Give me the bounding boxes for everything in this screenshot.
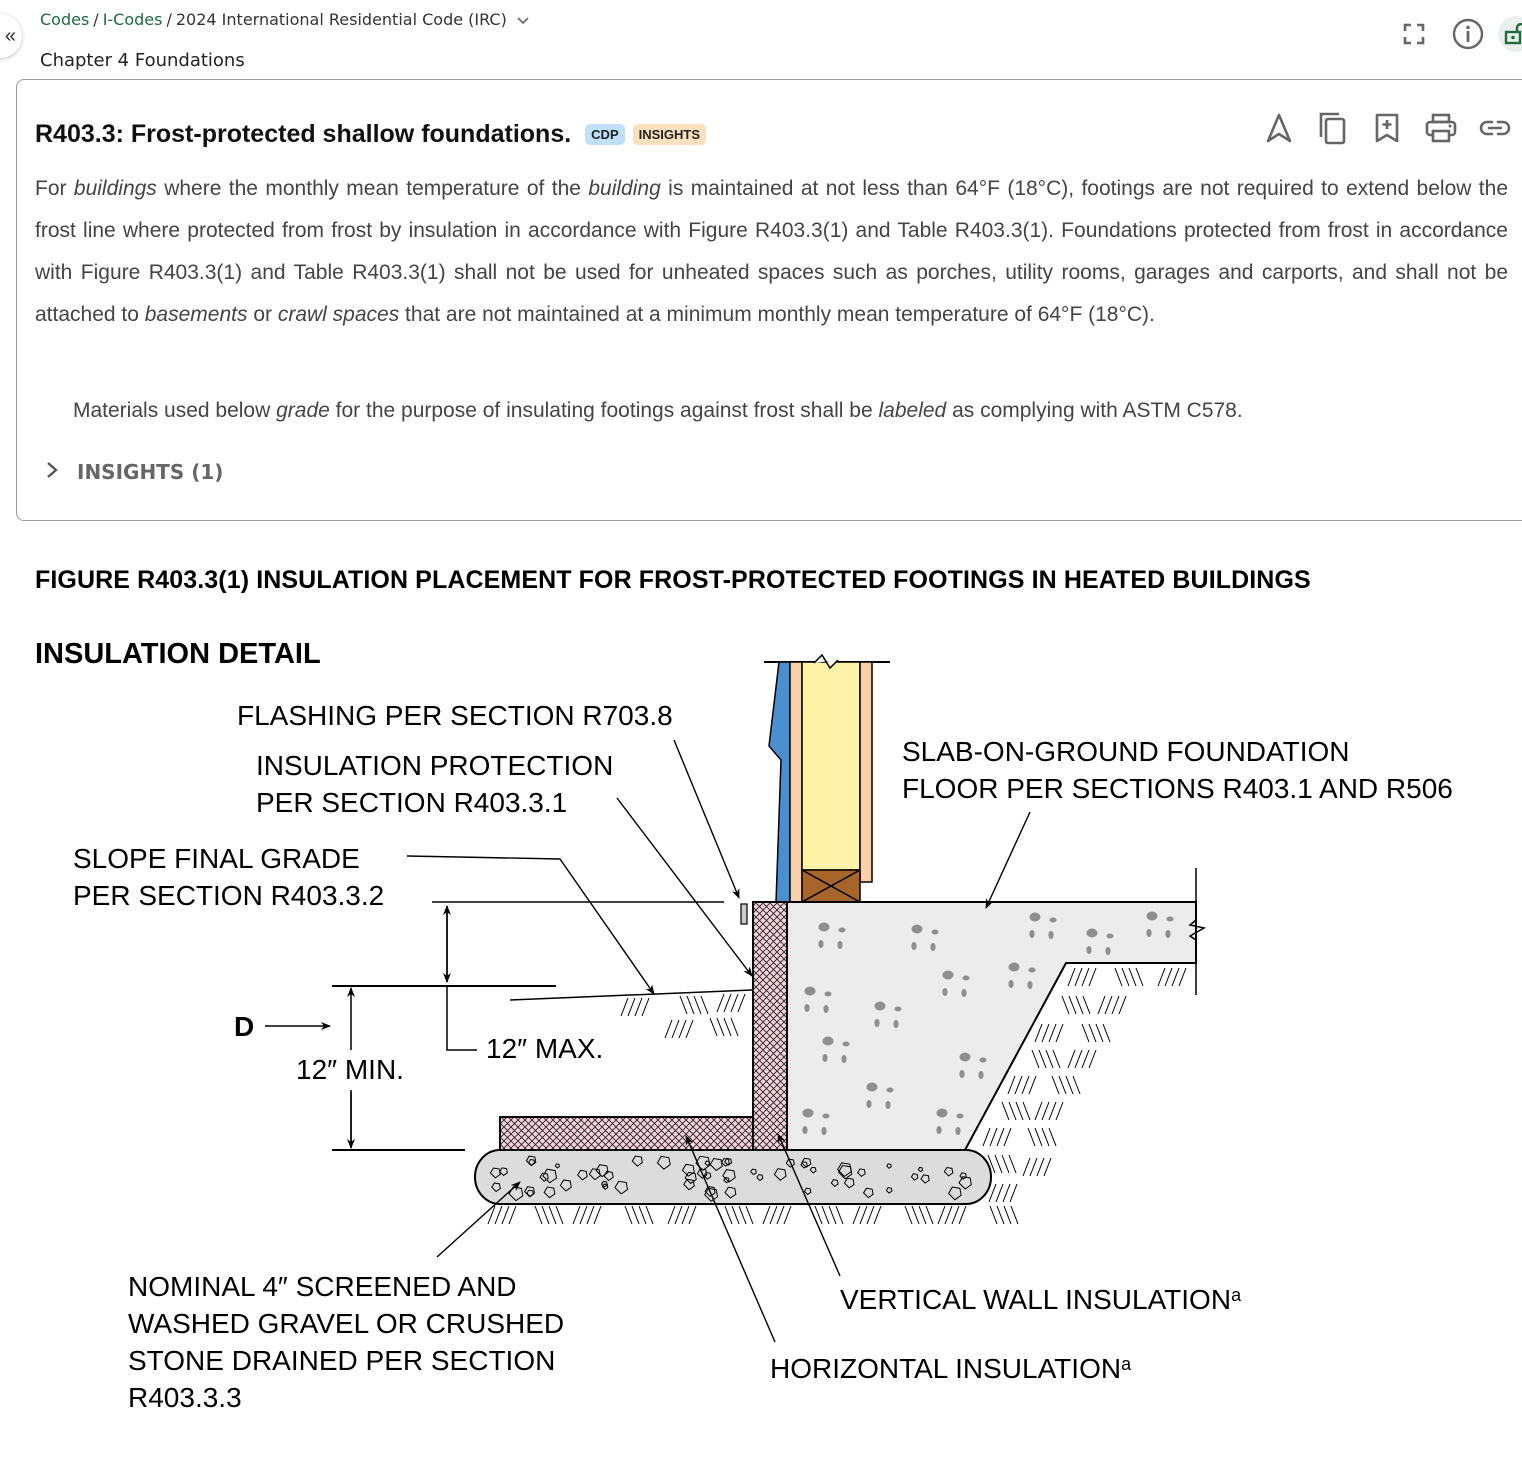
aggregate-dot (1146, 929, 1151, 937)
soil-hatch (912, 1206, 919, 1224)
soil-hatch (997, 1128, 1004, 1146)
soil-hatch (580, 1206, 587, 1224)
soil-hatch (1059, 1076, 1066, 1094)
aggregate-dot (1105, 947, 1110, 955)
soil-hatch (694, 996, 701, 1014)
soil-hatch (672, 1020, 679, 1038)
soil-hatch (639, 1206, 646, 1224)
defined-term: grade (276, 399, 330, 422)
aggregate-dot (1165, 930, 1170, 938)
breadcrumb-separator: / (166, 10, 172, 29)
aggregate-dot (822, 1054, 827, 1062)
soil-hatch (996, 1184, 1003, 1202)
soil-hatch (628, 998, 635, 1016)
soil-hatch (1122, 968, 1129, 986)
soil-hatch (1082, 1050, 1089, 1068)
aggregate-dot (823, 1037, 834, 1046)
soil-hatch (1009, 1155, 1016, 1173)
aggregate-dot (875, 1002, 886, 1011)
soil-hatch (621, 998, 628, 1016)
soil-hatch (1068, 1050, 1075, 1068)
soil-hatch (1049, 1128, 1056, 1146)
soil-hatch (573, 1206, 580, 1224)
soil-hatch (731, 1018, 738, 1036)
soil-hatch (1042, 1024, 1049, 1042)
aggregate-dot (937, 1109, 948, 1118)
soil-hatch (784, 1206, 791, 1224)
soil-hatch (594, 1206, 601, 1224)
soil-hatch (1066, 1076, 1073, 1094)
aggregate-dot (961, 989, 966, 997)
label-slab-1: SLAB-ON-GROUND FOUNDATION (902, 736, 1350, 767)
soil-hatch (665, 1020, 672, 1038)
soil-hatch (625, 1206, 632, 1224)
aggregate-dot (819, 923, 830, 932)
soil-hatch (710, 1018, 717, 1036)
soil-hatch (1002, 1102, 1009, 1120)
soil-hatch (1069, 996, 1076, 1014)
label-slope-2: PER SECTION R403.3.2 (73, 880, 385, 911)
soil-hatch (1030, 1158, 1037, 1176)
soil-hatch (686, 1020, 693, 1038)
soil-hatch (556, 1206, 563, 1224)
soil-hatch (1023, 1158, 1030, 1176)
soil-hatch (542, 1206, 549, 1224)
defined-term: labeled (878, 399, 947, 422)
aggregate-dot (874, 1019, 879, 1027)
label-slab-2: FLOOR PER SECTIONS R403.1 AND R506 (902, 773, 1453, 804)
insights-label: INSIGHTS (1) (77, 460, 224, 484)
soil-hatch (1046, 1050, 1053, 1068)
soil-hatch (1129, 968, 1136, 986)
soil-hatch (1032, 1050, 1039, 1068)
soil-hatch (1010, 1184, 1017, 1202)
soil-hatch (1022, 1076, 1029, 1094)
soil-hatch (587, 1206, 594, 1224)
aggregate-dot (839, 928, 846, 933)
defined-term: basements (144, 303, 248, 326)
soil-hatch (731, 994, 738, 1012)
soil-hatch (1062, 996, 1069, 1014)
soil-hatch (1042, 1128, 1049, 1146)
double-chevron-left-icon: « (4, 24, 16, 47)
soil-hatch (990, 1206, 997, 1224)
soil-hatch (549, 1206, 556, 1224)
soil-hatch (777, 1206, 784, 1224)
soil-hatch (1039, 1050, 1046, 1068)
soil-hatch (983, 1128, 990, 1146)
label-gravel-2: WASHED GRAVEL OR CRUSHED (128, 1308, 565, 1339)
soil-hatch (1119, 996, 1126, 1014)
soil-hatch (642, 998, 649, 1016)
aggregate-dot (895, 1007, 902, 1012)
soil-hatch (1004, 1128, 1011, 1146)
soil-hatch (919, 1206, 926, 1224)
aggregate-dot (955, 1127, 960, 1135)
breadcrumb-icodes[interactable]: I-Codes (102, 10, 163, 29)
soil-hatch (535, 1206, 542, 1224)
soil-hatch (701, 996, 708, 1014)
aggregate-dot (959, 1070, 964, 1078)
soil-hatch (822, 1206, 829, 1224)
aggregate-dot (823, 1114, 830, 1119)
label-vertical-insulation: VERTICAL WALL INSULATION$^a$ (840, 1284, 1242, 1315)
soil-hatch (1165, 968, 1172, 986)
soil-hatch (1008, 1076, 1015, 1094)
chapter-title: Chapter 4 Foundations (40, 50, 245, 71)
aggregate-dot (957, 1114, 964, 1119)
aggregate-dot (1029, 930, 1034, 938)
soil-hatch (717, 1018, 724, 1036)
aggregate-dot (1027, 981, 1032, 989)
defined-term: buildings (73, 177, 157, 200)
soil-hatch (995, 1155, 1002, 1173)
soil-hatch (668, 1206, 675, 1224)
soil-hatch (679, 1020, 686, 1038)
aggregate-dot (1086, 946, 1091, 954)
soil-hatch (689, 1206, 696, 1224)
soil-hatch (632, 1206, 639, 1224)
soil-hatch (1003, 1184, 1010, 1202)
soil-hatch (1075, 968, 1082, 986)
soil-hatch (1179, 968, 1186, 986)
text-run: For (35, 177, 74, 200)
aggregate-dot (930, 943, 935, 951)
soil-hatch (739, 1206, 746, 1224)
soil-hatch (1075, 1050, 1082, 1068)
soil-hatch (926, 1206, 933, 1224)
soil-hatch (1044, 1158, 1051, 1176)
soil-hatch (1105, 996, 1112, 1014)
soil-hatch (1029, 1076, 1036, 1094)
soil-hatch (1004, 1206, 1011, 1224)
label-12-max: 12″ MAX. (486, 1033, 604, 1064)
aggregate-dot (887, 1088, 894, 1093)
soil-hatch (1035, 1024, 1042, 1042)
breadcrumb-separator: / (93, 10, 99, 29)
footnote-mark: a (1121, 1354, 1132, 1374)
label-d: D (234, 1011, 255, 1042)
soil-hatch (1172, 968, 1179, 986)
aggregate-dot (1009, 963, 1020, 972)
soil-hatch (990, 1128, 997, 1146)
soil-hatch (952, 1206, 959, 1224)
soil-hatch (1073, 1076, 1080, 1094)
aggregate-dot (1030, 913, 1041, 922)
soil-hatch (738, 994, 745, 1012)
aggregate-dot (942, 988, 947, 996)
soil-hatch (905, 1206, 912, 1224)
footnote-mark: a (1231, 1285, 1242, 1305)
soil-hatch (938, 1206, 945, 1224)
aggregate-dot (823, 1005, 828, 1013)
soil-hatch (1056, 1024, 1063, 1042)
figure-title: FIGURE R403.3(1) INSULATION PLACEMENT FOR FROST-PROTECTED FOOTINGS IN HEATED BUILDINGS (35, 566, 1311, 594)
soil-hatch (1053, 1050, 1060, 1068)
aggregate-dot (821, 1127, 826, 1135)
aggregate-dot (978, 1071, 983, 1079)
soil-hatch (959, 1206, 966, 1224)
aggregate-dot (1029, 968, 1036, 973)
soil-hatch (829, 1206, 836, 1224)
soil-hatch (1076, 996, 1083, 1014)
soil-hatch (724, 994, 731, 1012)
soil-hatch (997, 1206, 1004, 1224)
soil-hatch (1098, 996, 1105, 1014)
aggregate-dot (818, 940, 823, 948)
aggregate-dot (1087, 929, 1098, 938)
soil-hatch (646, 1206, 653, 1224)
aggregate-dot (885, 1101, 890, 1109)
aggregate-dot (803, 1109, 814, 1118)
wall-assembly (764, 655, 890, 902)
aggregate-dot (932, 930, 939, 935)
soil-hatch (732, 1206, 739, 1224)
defined-term: crawl spaces (277, 303, 400, 326)
soil-hatch (1083, 996, 1090, 1014)
soil-hatch (836, 1206, 843, 1224)
soil-hatch (1052, 1076, 1059, 1094)
aggregate-dot (867, 1083, 878, 1092)
soil-hatch (687, 996, 694, 1014)
soil-hatch (1028, 1128, 1035, 1146)
soil-hatch (1016, 1102, 1023, 1120)
soil-hatch (724, 1018, 731, 1036)
soil-hatch (853, 1206, 860, 1224)
text-run: where the monthly mean temperature of the (156, 177, 589, 200)
aggregate-dot (1048, 931, 1053, 939)
insights-badge[interactable]: INSIGHTS (633, 124, 706, 145)
aggregate-dot (980, 1058, 987, 1063)
soil-hatch (1082, 968, 1089, 986)
soil-hatch (675, 1206, 682, 1224)
aggregate-dot (805, 987, 816, 996)
aggregate-dot (841, 1055, 846, 1063)
soil-hatch (717, 994, 724, 1012)
soil-hatch (763, 1206, 770, 1224)
aggregate-dot (802, 1126, 807, 1134)
label-gravel-3: STONE DRAINED PER SECTION (128, 1345, 556, 1376)
label-gravel-4: R403.3.3 (128, 1382, 242, 1413)
soil-hatch (945, 1206, 952, 1224)
defined-term: building (588, 177, 661, 200)
aggregate-dot (943, 971, 954, 980)
soil-hatch (1049, 1024, 1056, 1042)
breadcrumb-codes[interactable]: Codes (40, 10, 90, 29)
soil-hatch (874, 1206, 881, 1224)
soil-hatch (1112, 996, 1119, 1014)
label-slope-1: SLOPE FINAL GRADE (73, 843, 360, 874)
soil-hatch (1011, 1206, 1018, 1224)
aggregate-dot (866, 1100, 871, 1108)
soil-hatch (1015, 1076, 1022, 1094)
soil-hatch (635, 998, 642, 1016)
aggregate-dot (837, 941, 842, 949)
soil-hatch (867, 1206, 874, 1224)
aggregate-dot (893, 1020, 898, 1028)
soil-hatch (1136, 968, 1143, 986)
soil-hatch (770, 1206, 777, 1224)
aggregate-dot (1050, 918, 1057, 923)
soil-hatch (1158, 968, 1165, 986)
soil-hatch (1023, 1102, 1030, 1120)
breadcrumb-book[interactable]: 2024 International Residential Code (IRC) (175, 10, 507, 29)
soil-hatch (1042, 1102, 1049, 1120)
aggregate-dot (804, 1004, 809, 1012)
figure-subtitle: INSULATION DETAIL (35, 638, 321, 670)
label-flashing: FLASHING PER SECTION R703.8 (237, 700, 673, 731)
aggregate-dot (912, 925, 923, 934)
soil-hatch (1035, 1102, 1042, 1120)
aggregate-dot (963, 976, 970, 981)
aggregate-dot (1167, 917, 1174, 922)
soil-hatch (495, 1206, 502, 1224)
text-run: as complying with ASTM C578. (946, 399, 1243, 422)
soil-hatch (1002, 1155, 1009, 1173)
soil-hatch (1096, 1024, 1103, 1042)
soil-hatch (1115, 968, 1122, 986)
label-insulation-protection-1: INSULATION PROTECTION (256, 750, 614, 781)
aggregate-dot (825, 992, 832, 997)
soil-hatch (509, 1206, 516, 1224)
soil-hatch (1049, 1102, 1056, 1120)
soil-hatch (682, 1206, 689, 1224)
aggregate-dot (960, 1053, 971, 1062)
aggregate-dot (936, 1126, 941, 1134)
soil-hatch (488, 1206, 495, 1224)
text-run: for the purpose of insulating footings against frost shall be (329, 399, 879, 422)
label-insulation-protection-2: PER SECTION R403.3.1 (256, 787, 568, 818)
section-title: R403.3: Frost-protected shallow foundations. (35, 120, 572, 148)
aggregate-dot (1008, 980, 1013, 988)
soil-hatch (1009, 1102, 1016, 1120)
soil-hatch (860, 1206, 867, 1224)
aggregate-dot (911, 942, 916, 950)
label-12-min: 12″ MIN. (296, 1054, 404, 1085)
soil-hatch (1037, 1158, 1044, 1176)
text-run: or (247, 303, 278, 326)
soil-hatch (502, 1206, 509, 1224)
soil-hatch (1056, 1102, 1063, 1120)
text-run: is maintained at not less than 64°F (18°C), footings are not required to extend below the frost line where protected from frost by insulation in accordance with Figure R403.3(1) and Table R403.3(1). Foundations protected from frost in accordance with Figure R403.3(1) and Table R403.3(1) shall not be used for unheated spaces such as porches, utility rooms, garages and carports, and shall not be attached to (35, 177, 1508, 326)
soil-hatch (1089, 968, 1096, 986)
soil-hatch (1068, 968, 1075, 986)
soil-hatch (1089, 1024, 1096, 1042)
soil-hatch (1103, 1024, 1110, 1042)
soil-hatch (680, 996, 687, 1014)
soil-hatch (1089, 1050, 1096, 1068)
text-run: Materials used below (73, 399, 277, 422)
soil-hatch (746, 1206, 753, 1224)
cdp-badge[interactable]: CDP (585, 124, 624, 145)
soil-hatch (1035, 1128, 1042, 1146)
label-horizontal-insulation: HORIZONTAL INSULATION$^a$ (770, 1353, 1132, 1384)
aggregate-dot (843, 1042, 850, 1047)
aggregate-dot (1107, 934, 1114, 939)
label-gravel-1: NOMINAL 4″ SCREENED AND (128, 1271, 517, 1302)
soil-hatch (1082, 1024, 1089, 1042)
text-run: that are not maintained at a minimum monthly mean temperature of 64°F (18°C). (399, 303, 1155, 326)
soil-hatch (725, 1206, 732, 1224)
aggregate-dot (1147, 912, 1158, 921)
